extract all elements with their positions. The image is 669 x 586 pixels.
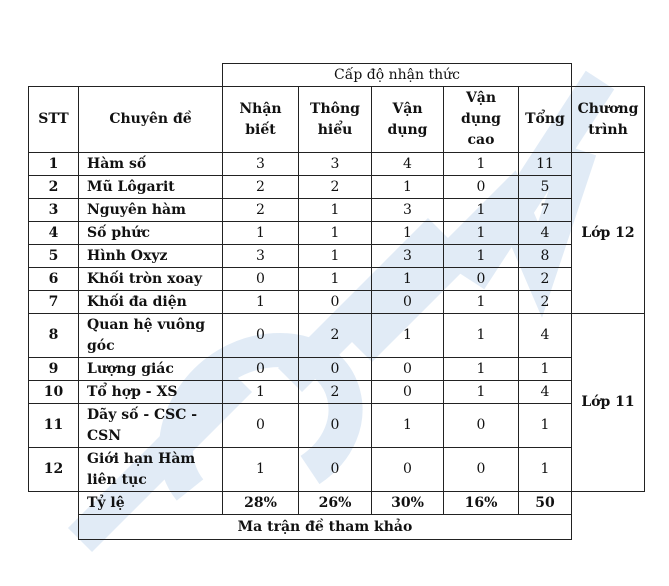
table-caption: Ma trận đề tham khảo <box>79 515 572 540</box>
table-row: 4 Số phức 1 1 1 1 4 <box>29 222 645 245</box>
table-row: 9 Lượng giác 0 0 0 1 1 <box>29 358 645 381</box>
col-van-dung: Vận dụng <box>372 87 444 153</box>
table-row: 7 Khối đa diện 1 0 0 1 2 <box>29 291 645 314</box>
program-grade-12: Lớp 12 <box>572 153 645 314</box>
col-van-dung-cao: Vận dụng cao <box>444 87 519 153</box>
exam-matrix-table <box>28 63 645 540</box>
rate-label: Tỷ lệ <box>79 492 223 515</box>
program-grade-11: Lớp 11 <box>572 314 645 492</box>
col-thong-hieu: Thông hiểu <box>299 87 372 153</box>
col-chuong-trinh: Chương trình <box>572 87 645 153</box>
table-row: 5 Hình Oxyz 3 1 3 1 8 <box>29 245 645 268</box>
col-tong: Tổng <box>519 87 572 153</box>
col-stt: STT <box>29 87 79 153</box>
rate-row: Tỷ lệ 28% 26% 30% 16% 50 <box>29 492 645 515</box>
col-nhan-biet: Nhận biết <box>223 87 299 153</box>
caption-row <box>29 515 645 540</box>
table-row: 10 Tổ hợp - XS 1 2 0 1 4 <box>29 381 645 404</box>
table-row: 12 Giới hạn Hàm liên tục 1 0 0 0 1 <box>29 448 645 492</box>
table-row: 8 Quan hệ vuông góc 0 2 1 1 4 Lớp 11 <box>29 314 645 358</box>
column-header-row <box>29 87 645 153</box>
group-header-row <box>29 64 645 87</box>
col-topic: Chuyên đề <box>79 87 223 153</box>
table-row: 3 Nguyên hàm 2 1 3 1 7 <box>29 199 645 222</box>
table-row: 6 Khối tròn xoay 0 1 1 0 2 <box>29 268 645 291</box>
table-row: 11 Dãy số - CSC - CSN 0 0 1 0 1 <box>29 404 645 448</box>
table-row: 1 Hàm số 3 3 4 1 11 Lớp 12 <box>29 153 645 176</box>
table-row: 2 Mũ Lôgarit 2 2 1 0 5 <box>29 176 645 199</box>
group-header: Cấp độ nhận thức <box>223 64 572 87</box>
